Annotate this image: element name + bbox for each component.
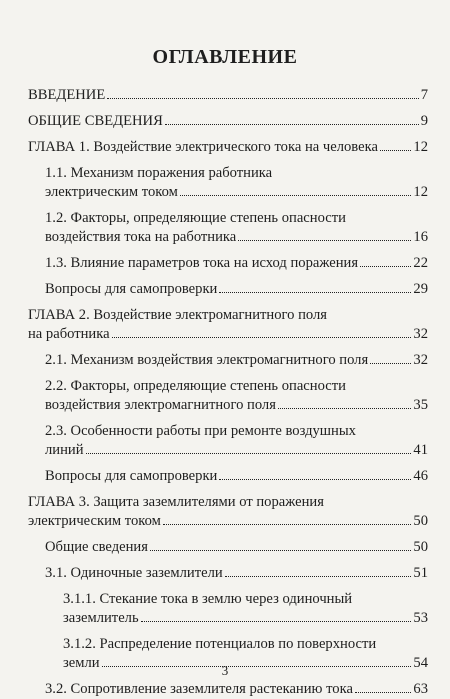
toc-entry-text: электрическим током — [28, 513, 161, 529]
toc-entry-text: Вопросы для самопроверки — [45, 468, 218, 484]
toc-heading: ОГЛАВЛЕНИЕ — [152, 46, 298, 68]
dot-leader — [180, 195, 412, 196]
toc-entry-page-number: 51 — [413, 565, 428, 581]
toc-entry-text: электрическим током — [45, 184, 178, 200]
toc-entry-text: воздействия тока на работника — [45, 229, 237, 245]
toc-entry — [28, 538, 428, 557]
page-number: 3 — [221, 663, 229, 678]
toc-entry-text: ОБЩИЕ СВЕДЕНИЯ — [28, 113, 163, 129]
dot-leader — [355, 692, 411, 693]
toc-entry-text-line: ГЛАВА 2. Воздействие электромагнитного поля — [28, 307, 328, 323]
toc-entry-final-line — [28, 325, 428, 344]
dot-leader — [86, 453, 412, 454]
toc-entry — [28, 254, 428, 273]
toc-entry-page-number: 46 — [413, 468, 428, 484]
dot-leader — [165, 124, 419, 125]
toc-entry — [28, 467, 428, 486]
dot-leader — [163, 524, 412, 525]
dot-leader — [380, 150, 411, 151]
toc-entry-text-line: 1.1. Механизм поражения работника — [45, 165, 273, 181]
toc-entry — [28, 138, 428, 157]
toc-entry — [28, 164, 428, 202]
toc-entry-page-number: 53 — [413, 610, 428, 626]
toc-entry-text-line: 2.3. Особенности работы при ремонте воздушных — [45, 423, 356, 439]
toc-entry-text: линий — [45, 442, 84, 458]
toc-entry-text: 3.1. Одиночные заземлители — [45, 565, 223, 581]
toc-entry-final-line — [45, 254, 428, 273]
toc-entry-final-line — [28, 112, 428, 131]
toc-entry — [28, 280, 428, 299]
toc-entry-final-line — [45, 396, 428, 415]
toc-entry — [28, 422, 428, 460]
toc-entry — [28, 209, 428, 247]
toc-entry-final-line — [45, 351, 428, 370]
toc-entry-text: на работника — [28, 326, 110, 342]
dot-leader — [219, 479, 411, 480]
toc-entry — [28, 377, 428, 415]
toc-entry-page-number: 32 — [413, 326, 428, 342]
toc-entry — [28, 493, 428, 531]
toc-entry-text: 2.1. Механизм воздействия электромагнитного поля — [45, 352, 369, 368]
toc-entry-final-line — [45, 441, 428, 460]
toc-entry-final-line — [45, 183, 428, 202]
dot-leader — [238, 240, 411, 241]
toc-entry-page-number: 12 — [413, 184, 428, 200]
toc-entry-text: 3.2. Сопротивление заземлителя растеканию тока — [45, 681, 353, 697]
toc-entry-text: воздействия электромагнитного поля — [45, 397, 276, 413]
table-of-contents — [28, 86, 428, 699]
toc-entry-page-number: 50 — [413, 539, 428, 555]
toc-entry-text-line: 3.1.1. Стекание тока в землю через одиночный — [63, 591, 353, 607]
toc-entry-text: заземлитель — [63, 610, 139, 626]
toc-entry-text: ГЛАВА 1. Воздействие электрического тока на человека — [28, 139, 378, 155]
toc-entry-text: земли — [63, 655, 100, 671]
toc-entry-final-line — [45, 280, 428, 299]
toc-entry — [28, 306, 428, 344]
toc-entry-page-number: 12 — [413, 139, 428, 155]
toc-entry-final-line — [45, 680, 428, 699]
toc-entry-final-line — [28, 138, 428, 157]
toc-entry-final-line — [63, 609, 428, 628]
toc-entry-text-line: 3.1.2. Распределение потенциалов по поверхности — [63, 636, 377, 652]
toc-entry — [28, 564, 428, 583]
toc-entry-final-line — [28, 512, 428, 531]
toc-entry-page-number: 22 — [413, 255, 428, 271]
toc-entry-page-number: 29 — [413, 281, 428, 297]
dot-leader — [150, 550, 411, 551]
toc-entry — [28, 590, 428, 628]
dot-leader — [141, 621, 412, 622]
dot-leader — [225, 576, 412, 577]
toc-entry-page-number: 7 — [420, 87, 428, 103]
toc-entry-final-line — [45, 538, 428, 557]
toc-entry-final-line — [45, 564, 428, 583]
toc-entry-final-line — [45, 467, 428, 486]
toc-entry-page-number: 16 — [413, 229, 428, 245]
toc-entry-page-number: 35 — [413, 397, 428, 413]
toc-entry-page-number: 63 — [413, 681, 428, 697]
toc-entry-text-line: 2.2. Факторы, определяющие степень опасности — [45, 378, 346, 394]
toc-entry-text: 1.3. Влияние параметров тока на исход поражения — [45, 255, 359, 271]
dot-leader — [219, 292, 411, 293]
dot-leader — [107, 98, 418, 99]
toc-entry-page-number: 9 — [420, 113, 428, 129]
toc-entry — [28, 351, 428, 370]
dot-leader — [360, 266, 411, 267]
toc-entry-text-line: ГЛАВА 3. Защита заземлителями от поражения — [28, 494, 324, 510]
toc-entry-page-number: 50 — [413, 513, 428, 529]
toc-entry-page-number: 41 — [413, 442, 428, 458]
dot-leader — [278, 408, 411, 409]
toc-entry-final-line — [45, 228, 428, 247]
toc-entry-final-line — [28, 86, 428, 105]
dot-leader — [112, 337, 412, 338]
toc-entry-text: Общие сведения — [45, 539, 148, 555]
toc-entry-page-number: 54 — [413, 655, 428, 671]
toc-entry-text: Вопросы для самопроверки — [45, 281, 218, 297]
dot-leader — [370, 363, 411, 364]
toc-entry — [28, 680, 428, 699]
toc-entry-text-line: 1.2. Факторы, определяющие степень опасности — [45, 210, 346, 226]
toc-entry — [28, 86, 428, 105]
toc-entry-page-number: 32 — [413, 352, 428, 368]
toc-entry-text: ВВЕДЕНИЕ — [28, 87, 106, 103]
toc-entry — [28, 112, 428, 131]
